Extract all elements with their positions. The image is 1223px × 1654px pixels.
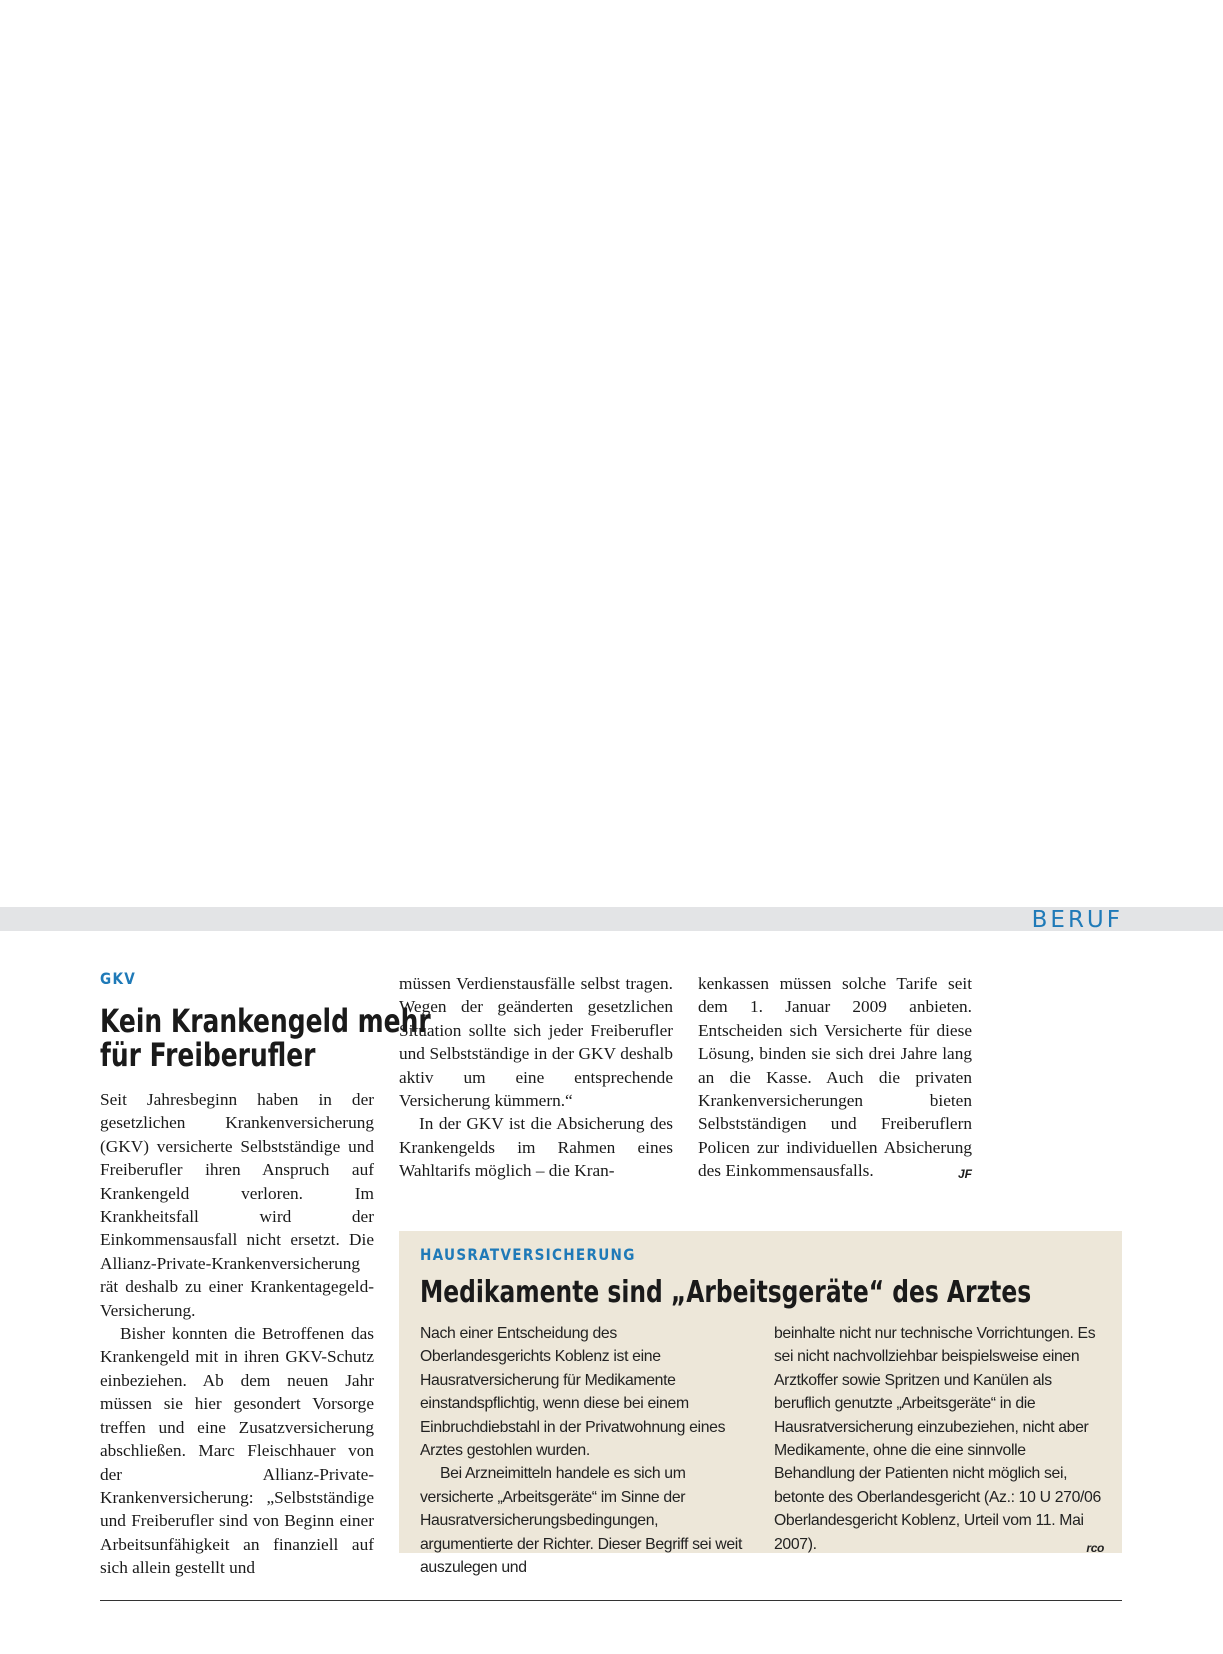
article1-kicker: GKV [100, 969, 137, 988]
article1-column-1 [100, 1088, 374, 1580]
article1-paragraph: Bisher konnten die Betroffenen das Krankengeld mit in ihren GKV-Schutz einbeziehen. Ab dem neuen Jahr müssen sie hier gesondert Vorsorge treffen und eine Zusatzversicherung abschließen. Marc Fleischhauer von der Allianz-Private-Krankenversicherung: „Selbstständige und Freiberufler sind von Beginn einer Arbeitsunfähigkeit an finanziell auf sich allein gestellt und [100, 1324, 374, 1578]
section-label: BERUF [1031, 907, 1123, 933]
footer-rule [100, 1600, 1122, 1601]
article2-paragraph [774, 1322, 1104, 1556]
article1-headline [100, 1004, 431, 1072]
article1-column-3 [698, 972, 972, 1187]
article1-paragraph [698, 972, 972, 1183]
article1-headline-line1: Kein Krankengeld mehr [100, 1002, 431, 1040]
article2-column-1 [420, 1322, 750, 1579]
article2-headline: Medikamente sind „Arbeitsgeräte“ des Arztes [420, 1275, 1032, 1310]
article2-signature: rco [1086, 1540, 1104, 1555]
article1-column-2 [399, 972, 673, 1183]
article2-column-2 [774, 1322, 1104, 1560]
article1-headline-line2: für Freiberufler [100, 1036, 316, 1074]
section-bar [0, 907, 1223, 931]
article1-paragraph: Seit Jahresbeginn haben in der gesetzlichen Krankenversicherung (GKV) versicherte Selbstständige und Freiberufler ihren Anspruch auf Krankengeld verloren. Im Krankheitsfall wird der Einkommensausfall nicht ersetzt. Die Allianz-Private-Krankenversicherung rät deshalb zu einer Krankentagegeld-Versicherung. [100, 1090, 374, 1320]
hausrat-box [399, 1231, 1122, 1577]
article1-paragraph: müssen Verdienstausfälle selbst tragen. Wegen der geänderten gesetzlichen Situation sollte sich jeder Freiberufler und Selbstständige in der GKV deshalb aktiv um eine entsprechende Versicherung kümmern.“ [399, 974, 673, 1111]
article1-paragraph-text: kenkassen müssen solche Tarife seit dem 1. Januar 2009 anbieten. Entscheiden sich Versicherte für diese Lösung, binden sie sich drei Jahre lang an die Kasse. Auch die privaten Krankenversicherungen bieten Selbstständigen und Freiberuflern Policen zur individuellen Absicherung des Einkommensausfalls. [698, 974, 972, 1181]
article1-paragraph: In der GKV ist die Absicherung des Krankengelds im Rahmen eines Wahltarifs möglich – die Kran- [399, 1114, 673, 1181]
article2-paragraph-text: beinhalte nicht nur technische Vorrichtungen. Es sei nicht nachvollziehbar beispielsweise einen Arztkoffer sowie Spritzen und Kanülen als beruflich genutzte „Arbeitsgeräte“ in die Hausratversicherung einzubeziehen, nicht aber Medikamente, ohne die eine sinnvolle Behandlung der Patienten nicht möglich sei, betonte des Oberlandesgericht (Az.: 10 U 270/06 Oberlandesgericht Koblenz, Urteil vom 11. Mai 2007). [774, 1325, 1101, 1553]
article2-paragraph: Nach einer Entscheidung des Oberlandesgerichts Koblenz ist eine Hausratversicherung für Medikamente einstandspflichtig, wenn diese bei einem Einbruchdiebstahl in der Privatwohnung eines Arztes gestohlen wurden. [420, 1325, 726, 1460]
article2-kicker: HAUSRATVERSICHERUNG [420, 1245, 636, 1264]
article2-paragraph: Bei Arzneimitteln handele es sich um versicherte „Arbeitsgeräte“ im Sinne der Hausratversicherungsbedingungen, argumentierte der Richter. Dieser Begriff sei weit auszulegen und [420, 1465, 742, 1577]
article1-signature: JF [957, 1167, 972, 1182]
